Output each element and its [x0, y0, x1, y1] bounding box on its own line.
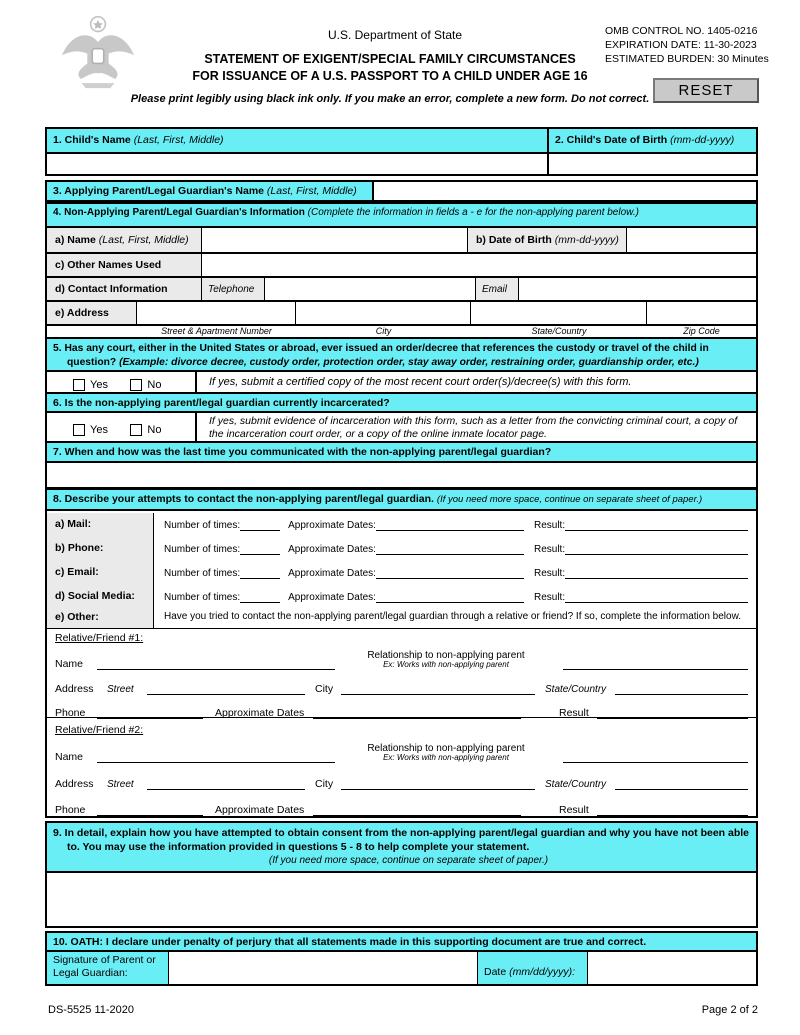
q6-instruction: If yes, submit evidence of incarceration with this form, such as a letter from the convicting criminal court, a copy of the incarceration court order, or a copy of the online inmate locator page.	[209, 415, 738, 441]
agency-name: U.S. Department of State	[327, 28, 463, 42]
social-times-line[interactable]	[240, 590, 280, 603]
relative2-city-line[interactable]	[341, 777, 535, 790]
relative1-dates-line[interactable]	[313, 706, 521, 719]
email-label: Email	[476, 278, 519, 300]
address-state-input[interactable]	[471, 302, 647, 324]
relative1-title: Relative/Friend #1:	[55, 632, 144, 644]
street-col-label: Street & Apartment Number	[161, 326, 272, 336]
form-instruction: Please print legibly using black ink only. If you make an error, complete a new form. Do not correct.	[130, 93, 650, 105]
page-number: Page 2 of 2	[701, 1004, 758, 1016]
social-result-line[interactable]	[565, 590, 748, 603]
signature-label: Signature of Parent or Legal Guardian:	[47, 952, 169, 984]
mail-dates-line[interactable]	[376, 518, 524, 531]
result-label: Result:	[533, 592, 566, 603]
q6-no-label: No	[147, 423, 162, 436]
q4-label: 4. Non-Applying Parent/Legal Guardian's Information (Complete the information in fields a - e for the non-applying parent below.)	[47, 204, 756, 226]
date-label: Date (mm/dd/yyyy):	[478, 952, 588, 984]
phone-dates-line[interactable]	[376, 542, 524, 555]
q4c-label: c) Other Names Used	[47, 254, 202, 276]
relative2-state-line[interactable]	[615, 777, 748, 790]
state-col-label: State/Country	[531, 326, 587, 336]
section-1-2-block	[45, 127, 758, 176]
address-street-input[interactable]	[137, 302, 296, 324]
phone-result-line[interactable]	[565, 542, 748, 555]
q6-yes-checkbox[interactable]	[73, 424, 85, 436]
q8-email-label: c) Email:	[47, 561, 154, 585]
q6-checkbox-group	[47, 413, 197, 441]
section-4-7-block	[45, 202, 758, 489]
street-label: Street	[107, 779, 134, 790]
city-col-label: City	[375, 326, 392, 336]
q7-answer-area[interactable]	[47, 461, 756, 487]
dates-label: Approximate Dates:	[288, 592, 376, 603]
section-3-block	[45, 180, 758, 202]
q5-yes-label: Yes	[90, 378, 108, 391]
address-label: Address	[55, 683, 94, 695]
result-label: Result	[559, 707, 589, 719]
relationship-label: Relationship to non-applying parent	[367, 743, 525, 755]
relative2-phone-line[interactable]	[97, 803, 203, 816]
email-result-line[interactable]	[565, 566, 748, 579]
approx-dates-label: Approximate Dates	[215, 707, 305, 719]
relative1-street-line[interactable]	[147, 682, 305, 695]
relationship-label-group	[335, 650, 557, 670]
q5-instruction: If yes, submit a certified copy of the most recent court order(s)/decree(s) with this form.	[209, 376, 632, 388]
phone-label: Phone	[55, 707, 86, 719]
q1-label: 1. Child's Name (Last, First, Middle)	[53, 134, 224, 146]
q7-label: 7. When and how was the last time you communicated with the non-applying parent/legal guardian?	[47, 441, 756, 461]
nonapplying-name-input[interactable]	[202, 228, 467, 252]
q9-hint: (If you need more space, continue on separate sheet of paper.)	[268, 855, 549, 867]
social-dates-line[interactable]	[376, 590, 524, 603]
relative2-relationship-line[interactable]	[563, 750, 748, 763]
q4b-label: b) Date of Birth (mm-dd-yyyy)	[467, 228, 627, 252]
q8-label: 8. Describe your attempts to contact the non-applying parent/legal guardian. (If you need more space, continue on separate sheet of paper.)	[47, 490, 756, 511]
form-number: DS-5525 11-2020	[48, 1004, 135, 1016]
q8-other-text: Have you tried to contact the non-applying parent/legal guardian through a relative or friend? If so, complete the information below.	[164, 611, 742, 622]
times-label: Number of times:	[164, 544, 241, 555]
result-label: Result:	[533, 568, 566, 579]
dates-label: Approximate Dates:	[288, 520, 376, 531]
result-label: Result:	[533, 544, 566, 555]
q5-no-label: No	[147, 378, 162, 391]
q5-no-checkbox[interactable]	[130, 379, 142, 391]
q4d-label: d) Contact Information	[47, 278, 202, 300]
email-dates-line[interactable]	[376, 566, 524, 579]
section-9-block	[45, 821, 758, 928]
q3-label: 3. Applying Parent/Legal Guardian's Name (Last, First, Middle)	[47, 182, 374, 200]
nonapplying-dob-input[interactable]	[627, 228, 756, 252]
result-label: Result	[559, 804, 589, 816]
omb-block	[605, 24, 795, 66]
applying-parent-name-input[interactable]	[374, 182, 756, 200]
zip-col-label: Zip Code	[683, 326, 720, 336]
state-label: State/Country	[545, 684, 607, 695]
form-title-line1: STATEMENT OF EXIGENT/SPECIAL FAMILY CIRCUMSTANCES	[204, 52, 576, 66]
relationship-label: Relationship to non-applying parent	[367, 650, 525, 662]
reset-button[interactable]: RESET	[653, 78, 759, 103]
relative1-result-line[interactable]	[597, 706, 748, 719]
email-times-line[interactable]	[240, 566, 280, 579]
q5-checkbox-group	[47, 372, 197, 392]
q4a-label: a) Name (Last, First, Middle)	[47, 228, 202, 252]
relative-friend-2-block	[47, 717, 756, 816]
times-label: Number of times:	[164, 592, 241, 603]
relative2-result-line[interactable]	[597, 803, 748, 816]
dates-label: Approximate Dates:	[288, 544, 376, 555]
q6-no-checkbox[interactable]	[130, 424, 142, 436]
address-label: Address	[55, 778, 94, 790]
relative2-dates-line[interactable]	[313, 803, 521, 816]
phone-label: Phone	[55, 804, 86, 816]
other-names-input[interactable]	[202, 254, 756, 276]
state-label: State/Country	[545, 779, 607, 790]
times-label: Number of times:	[164, 520, 241, 531]
q10-label: 10. OATH: I declare under penalty of perjury that all statements made in this supporting document are true and correct.	[47, 933, 756, 952]
telephone-input[interactable]	[265, 278, 476, 300]
q2-label: 2. Child's Date of Birth (mm-dd-yyyy)	[547, 129, 756, 152]
address-column-labels	[47, 324, 756, 337]
address-city-input[interactable]	[296, 302, 471, 324]
q8-social-label: d) Social Media:	[47, 585, 154, 609]
relative2-name-line[interactable]	[97, 750, 335, 763]
section-8-block	[45, 488, 758, 818]
relative-friend-1-block	[47, 628, 756, 717]
omb-burden: ESTIMATED BURDEN: 30 Minutes	[605, 53, 769, 65]
phone-times-line[interactable]	[240, 542, 280, 555]
street-label: Street	[107, 684, 134, 695]
q4e-label: e) Address	[47, 302, 137, 324]
city-label: City	[315, 683, 334, 695]
relationship-hint: Ex: Works with non-applying parent	[383, 753, 509, 763]
relative2-street-line[interactable]	[147, 777, 305, 790]
address-zip-input[interactable]	[647, 302, 756, 324]
mail-result-line[interactable]	[565, 518, 748, 531]
relative2-title: Relative/Friend #2:	[55, 724, 144, 736]
relative1-relationship-line[interactable]	[563, 657, 748, 670]
q6-yes-label: Yes	[90, 423, 108, 436]
times-label: Number of times:	[164, 568, 241, 579]
dates-label: Approximate Dates:	[288, 568, 376, 579]
q8-other-label: e) Other:	[47, 609, 154, 628]
telephone-label: Telephone	[202, 278, 265, 300]
omb-control: OMB CONTROL NO. 1405-0216	[605, 25, 758, 37]
q6-label: 6. Is the non-applying parent/legal guardian currently incarcerated?	[47, 392, 756, 411]
approx-dates-label: Approximate Dates	[215, 804, 305, 816]
email-input[interactable]	[519, 278, 756, 300]
q8-mail-label: a) Mail:	[47, 513, 154, 537]
childs-dob-input[interactable]	[547, 154, 756, 174]
name-label: Name	[55, 658, 84, 670]
relationship-hint: Ex: Works with non-applying parent	[383, 660, 509, 670]
q5-label: 5. Has any court, either in the United States or abroad, ever issued an order/decree that references the custody or travel of the child in question? (Example: divorce decree, custody order, protection order, stay away order, restraining order, guardianship order, etc.)	[47, 337, 756, 370]
q8-phone-label: b) Phone:	[47, 537, 154, 561]
relationship-label-group	[335, 743, 557, 763]
result-label: Result:	[533, 520, 566, 531]
q9-answer-area[interactable]	[47, 873, 756, 926]
section-10-block	[45, 931, 758, 986]
city-label: City	[315, 778, 334, 790]
childs-name-input[interactable]	[47, 154, 547, 174]
relative1-phone-line[interactable]	[97, 706, 203, 719]
q9-label: 9. In detail, explain how you have attempted to obtain consent from the non-applying parent/legal guardian and why you have not been able to. You may use the information provided in questions 5 - 8 to help complete your statement. (If you need more space, continue on separate sheet of paper.)	[47, 823, 756, 873]
name-label: Name	[55, 751, 84, 763]
relative1-state-line[interactable]	[615, 682, 748, 695]
mail-times-line[interactable]	[240, 518, 280, 531]
omb-expiration: EXPIRATION DATE: 11-30-2023	[605, 39, 757, 51]
q5-yes-checkbox[interactable]	[73, 379, 85, 391]
relative1-name-line[interactable]	[97, 657, 335, 670]
signature-input[interactable]	[169, 952, 478, 984]
relative1-city-line[interactable]	[341, 682, 535, 695]
form-title-line2: FOR ISSUANCE OF A U.S. PASSPORT TO A CHILD UNDER AGE 16	[192, 69, 588, 83]
date-input[interactable]	[588, 952, 756, 984]
